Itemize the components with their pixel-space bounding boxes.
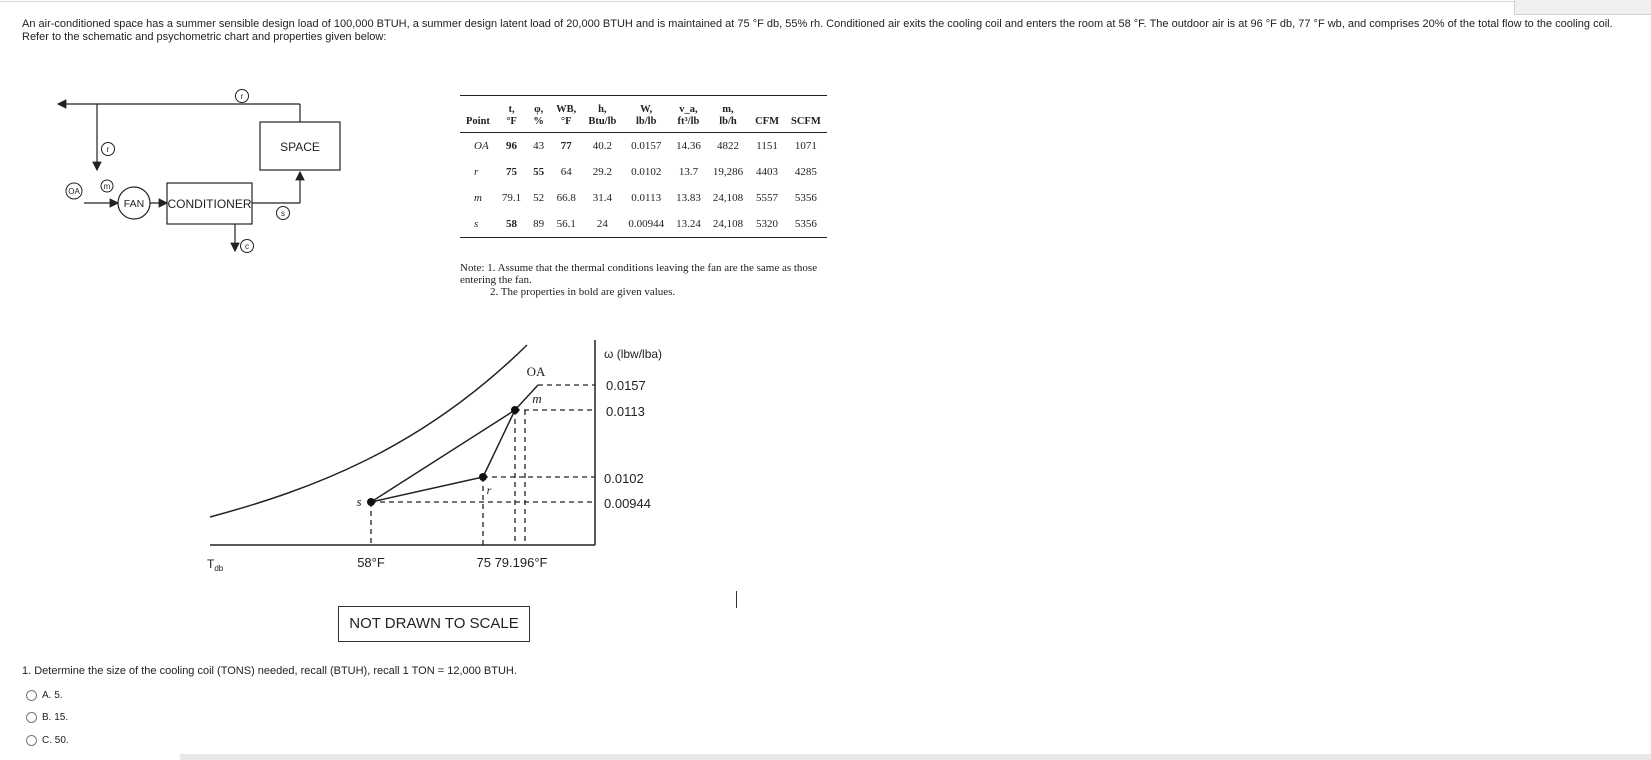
question-text: An air-conditioned space has a summer sensible design load of 100,000 BTUH, a summer design latent load of 20,000 BTUH and is maintained at 75 °F db, 55% rh. Conditioned air exits the cooling coil and enters the room at 58 °F. The outdoor air is at 96 °F db, 77 °F wb, and comprises 20% of the total flow to the cooling coil. Refer to the schematic and psychometric chart and properties given below: [22, 18, 1613, 43]
table-cell-wb: 64 [560, 166, 572, 178]
saturation-curve [210, 345, 527, 517]
table-note [460, 262, 850, 298]
table-cell-phi: 52 [533, 192, 545, 204]
table-cell-phi: 55 [533, 166, 545, 178]
option-c-label: C. 50. [42, 735, 69, 746]
top-toolbar [1514, 0, 1651, 15]
omega-r-value: 0.0102 [604, 471, 644, 486]
table-header-cell [707, 96, 749, 133]
table-cell-phi: 43 [533, 140, 545, 152]
note-line-2: 2. The properties in bold are given values. [490, 286, 676, 298]
omega-m-value: 0.0113 [606, 404, 645, 419]
header-symbol: WB, [556, 104, 577, 115]
chart-oa-label: OA [526, 364, 546, 379]
subquestion-text: 1. Determine the size of the cooling coil (TONS) needed, recall (BTUH), recall 1 TON = 12,000 BTUH. [22, 665, 517, 677]
table-cell-h: 40.2 [592, 140, 612, 152]
chart-r-label: r [486, 483, 492, 497]
space-label: SPACE [280, 140, 320, 154]
header-unit: °F [560, 116, 572, 127]
table-cell-va: 14.36 [676, 140, 701, 152]
option-b-label: B. 15. [42, 712, 69, 723]
table-header-cell [550, 96, 582, 133]
table-row [460, 211, 827, 238]
horizontal-scrollbar[interactable] [180, 754, 1651, 760]
header-unit: Btu/lb [588, 116, 617, 127]
table-cell-va: 13.7 [678, 166, 699, 178]
radio-c[interactable] [26, 735, 37, 746]
table-cell-scfm: 5356 [794, 218, 817, 230]
option-c[interactable] [26, 735, 69, 746]
table-cell-scfm: 5356 [794, 192, 817, 204]
table-cell-h: 24 [596, 218, 608, 230]
table-cell-va: 13.24 [676, 218, 701, 230]
t-s-label: 58°F [357, 555, 385, 570]
table-cell-wb: 56.1 [556, 218, 576, 230]
table-row [460, 185, 827, 211]
table-cell-cfm: 4403 [756, 166, 779, 178]
state-r-label-branch: r [106, 145, 110, 154]
table-cell-point: s [474, 218, 479, 230]
table-cell-w: 0.0102 [631, 166, 662, 178]
table-cell-wb: 66.8 [556, 192, 576, 204]
table-header-row [460, 96, 827, 133]
table-cell-point: r [474, 166, 479, 178]
table-cell-h: 29.2 [592, 166, 612, 178]
header-symbol: φ, [534, 104, 544, 115]
header-symbol: t, [508, 104, 515, 115]
table-cell-cfm: 1151 [756, 140, 778, 152]
table-cell-m: 4822 [716, 140, 739, 152]
t-r-m-label: 75 79.196°F [476, 555, 548, 570]
header-unit: Point [466, 116, 490, 127]
omega-axis-label: ω (lbw/lba) [604, 347, 663, 361]
header-symbol: W, [640, 104, 653, 115]
chart-s-label: s [356, 494, 362, 509]
table-cell-point: m [474, 192, 482, 204]
fan-label: FAN [123, 198, 145, 210]
header-unit: % [533, 116, 544, 127]
note-line-1: Note: 1. Assume that the thermal conditions leaving the fan are the same as those entering the fan. [460, 262, 818, 286]
table-cell-scfm: 4285 [794, 166, 817, 178]
conditioner-label: CONDITIONER [167, 197, 252, 211]
table-header-cell [460, 96, 496, 133]
state-r-label-top: r [240, 92, 244, 101]
state-m-label: m [103, 182, 111, 191]
state-oa-label: OA [68, 187, 80, 196]
state-c-label: c [245, 242, 249, 251]
system-schematic [55, 88, 355, 268]
radio-a[interactable] [26, 690, 37, 701]
table-cell-t: 58 [506, 218, 518, 230]
header-unit: CFM [755, 116, 779, 127]
table-header-cell [527, 96, 550, 133]
table-row [460, 159, 827, 185]
header-unit: ft³/lb [677, 116, 700, 127]
table-header-cell [749, 96, 785, 133]
header-symbol: h, [598, 104, 607, 115]
top-divider [0, 1, 1514, 2]
table-cell-w: 0.00944 [628, 218, 665, 230]
header-unit: lb/h [719, 116, 737, 127]
table-cell-point: OA [474, 140, 489, 152]
table-cell-w: 0.0113 [631, 192, 662, 204]
table-cell-scfm: 1071 [794, 140, 817, 152]
table-cell-m: 19,286 [712, 166, 744, 178]
option-a-label: A. 5. [42, 690, 63, 701]
option-a[interactable] [26, 690, 63, 701]
table-cell-cfm: 5320 [756, 218, 779, 230]
text-cursor [736, 591, 737, 608]
table-header-cell [496, 96, 527, 133]
header-unit: lb/lb [635, 116, 657, 127]
table-cell-wb: 77 [560, 140, 572, 152]
table-header-cell [670, 96, 707, 133]
header-symbol: m, [722, 104, 734, 115]
table-header-cell [785, 96, 827, 133]
table-cell-t: 75 [506, 166, 518, 178]
header-symbol: v_a, [679, 104, 698, 115]
properties-table [460, 95, 827, 238]
omega-oa-value: 0.0157 [606, 378, 646, 393]
header-unit: °F [506, 116, 517, 127]
state-s-label: s [281, 209, 285, 218]
psychrometric-chart [200, 340, 700, 580]
table-header-cell [622, 96, 670, 133]
point-r [479, 473, 487, 481]
chart-m-label: m [532, 391, 542, 406]
table-cell-h: 31.4 [592, 192, 612, 204]
table-cell-t: 79.1 [501, 192, 522, 204]
table-cell-m: 24,108 [712, 218, 744, 230]
table-cell-va: 13.83 [676, 192, 701, 204]
table-cell-w: 0.0157 [631, 140, 662, 152]
point-s [367, 498, 375, 506]
table-cell-t: 96 [506, 140, 518, 152]
radio-b[interactable] [26, 712, 37, 723]
table-cell-phi: 89 [533, 218, 545, 230]
omega-s-value: 0.00944 [604, 496, 651, 511]
table-cell-m: 24,108 [712, 192, 744, 204]
table-row [460, 133, 827, 160]
point-m [511, 406, 519, 414]
not-to-scale-box: NOT DRAWN TO SCALE [338, 606, 530, 642]
table-cell-cfm: 5557 [756, 192, 779, 204]
table-header-cell [582, 96, 622, 133]
option-b[interactable] [26, 712, 68, 723]
tdb-axis-label: $T_{db}$ [207, 557, 224, 573]
header-unit: SCFM [791, 116, 821, 127]
